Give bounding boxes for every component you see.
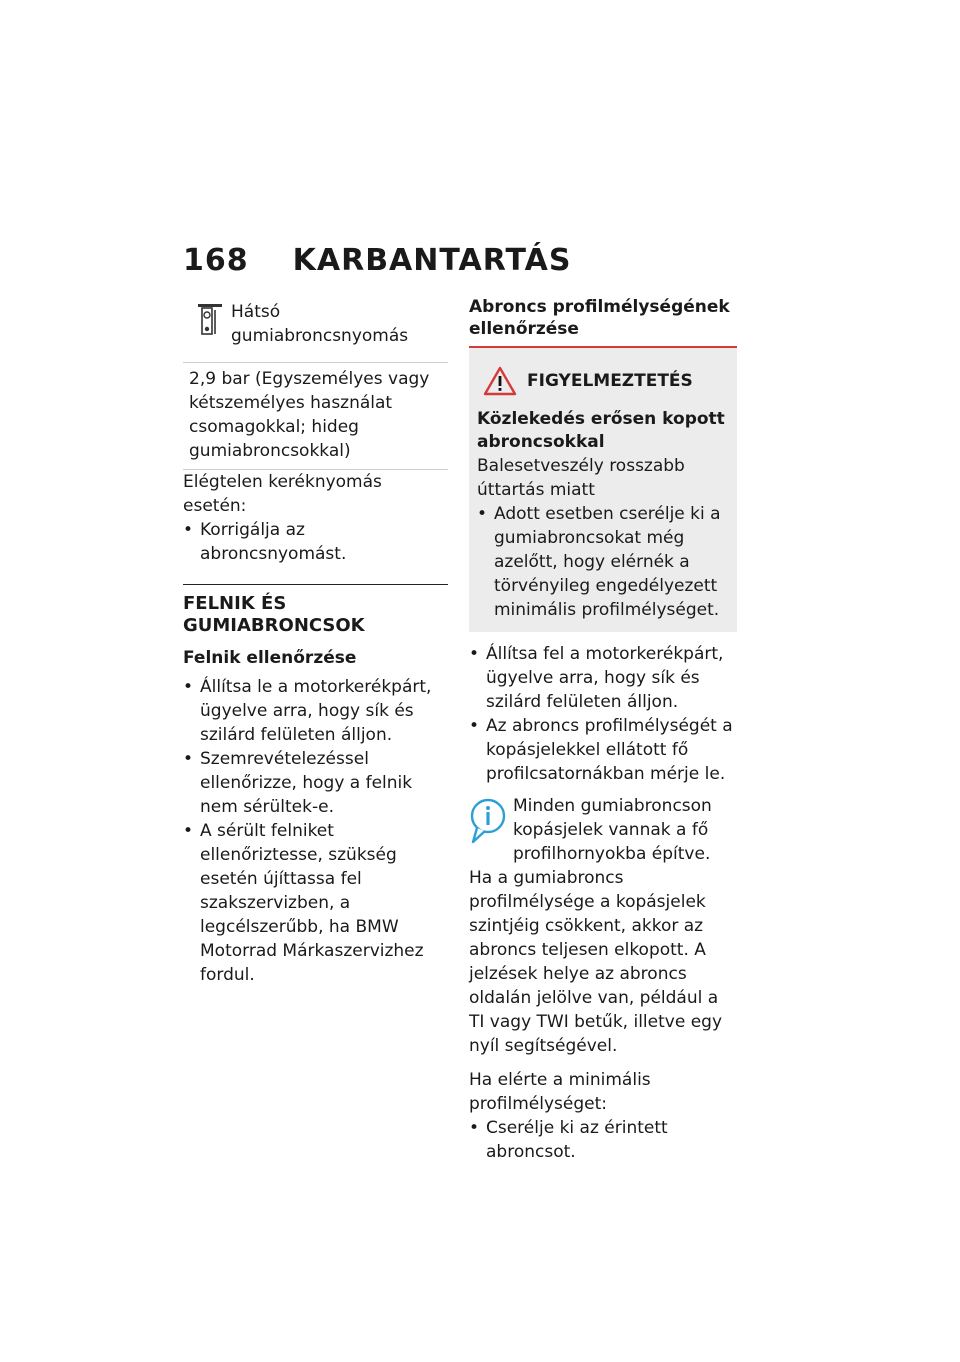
info-text: Minden gumiabroncson kopásjelek vannak a fő profilhornyokba építve. Ha a gumiabroncs profilmélysége a kopásjelek szintjéig csökkent, akkor az abroncs teljesen elkopott. A jelzések helye az abroncs oldalán jelölve van, például a TI vagy TWI betűk, illetve egy nyíl segítségével. <box>469 796 723 1056</box>
warning-box <box>469 348 737 632</box>
left-column <box>183 296 448 987</box>
list-item: • Állítsa fel a motorkerékpárt, ügyelve arra, hogy sík és szilárd felületen álljon. <box>469 642 737 714</box>
warning-bold: Közlekedés erősen kopott abroncsokkal <box>477 409 725 452</box>
list-item: • Az abroncs profilmélységét a kopásjelekkel ellátott fő profilcsatornákban mérje le. <box>469 714 737 786</box>
warning-label: FIGYELMEZTETÉS <box>527 371 693 391</box>
list-item: • Állítsa le a motorkerékpárt, ügyelve arra, hogy sík és szilárd felületen álljon. <box>183 675 448 747</box>
warning-bullet: • Adott esetben cserélje ki a gumiabroncsokat még azelőtt, hogy elérnék a törvényileg engedélyezett minimális profilmélységet. <box>477 502 729 622</box>
warning-triangle-icon <box>483 366 517 396</box>
list-item: • A sérült felniket ellenőriztesse, szükség esetén újíttassa fel szakszervizben, a legcélszerűbb, ha BMW Motorrad Márkaszervizhez fordul. <box>183 819 448 987</box>
info-block <box>469 794 737 1058</box>
right-column <box>469 296 737 1164</box>
pressure-table-label-row <box>183 296 448 362</box>
pressure-table-label: Hátsó gumiabroncsnyomás <box>231 302 409 346</box>
warning-text: Balesetveszély rosszabb úttartás miatt <box>477 456 685 500</box>
info-icon <box>469 798 507 844</box>
section-heading: Abroncs profilmélységének ellenőrzése <box>469 296 737 348</box>
pressure-table-value: 2,9 bar (Egyszemélyes vagy kétszemélyes használat csomagokkal; hideg gumiabroncsokkal) <box>183 362 448 470</box>
section-title: FELNIK ÉS GUMIABRONCSOK <box>183 584 448 637</box>
low-pressure-text: Elégtelen keréknyomás esetén: <box>183 472 382 516</box>
list-item: • Szemrevételezéssel ellenőrizze, hogy a felnik nem sérültek-e. <box>183 747 448 819</box>
warning-header <box>483 366 729 396</box>
low-pressure-bullet: • Korrigálja az abroncsnyomást. <box>183 518 448 566</box>
page-header <box>183 243 571 278</box>
tire-pressure-icon <box>197 302 223 338</box>
chapter-title: KARBANTARTÁS <box>292 243 572 278</box>
subsection-title: Felnik ellenőrzése <box>183 648 357 668</box>
after-text: Ha elérte a minimális profilmélységet: <box>469 1070 651 1114</box>
after-bullet: • Cserélje ki az érintett abroncsot. <box>469 1116 737 1164</box>
page-number: 168 <box>183 243 249 278</box>
